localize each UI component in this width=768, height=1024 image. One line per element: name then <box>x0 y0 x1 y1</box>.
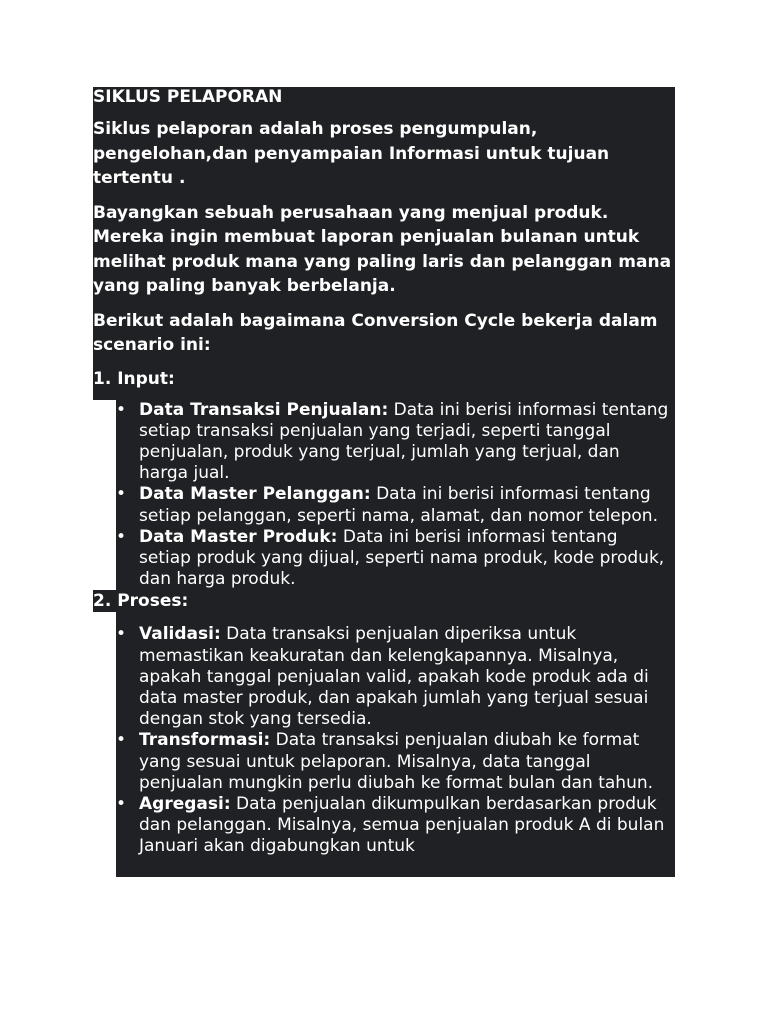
list-item-text: Data transaksi penjualan diubah ke format yang sesuai untuk pelaporan. Misalnya, data tanggal penjualan mungkin perlu diubah ke format bulan dan tahun. <box>139 730 654 793</box>
list-item-text: Data ini berisi informasi tentang setiap transaksi penjualan yang terjadi, seperti tanggal penjualan, produk yang terjual, jumlah yang terjual, dan harga jual. <box>139 399 669 484</box>
spacer <box>93 108 675 117</box>
section-heading-row <box>93 590 675 612</box>
list-item-text: Data ini berisi informasi tentang setiap pelanggan, seperti nama, alamat, dan nomor telepon. <box>139 484 658 526</box>
section-heading-proses: 2. Proses: <box>93 591 189 612</box>
list-item-label: Validasi: <box>139 624 221 645</box>
process-list <box>116 624 675 857</box>
list-item-label: Transformasi: <box>139 730 271 751</box>
list-item <box>116 730 675 794</box>
input-list-wrap <box>116 400 675 591</box>
bullet-icon: • <box>116 793 127 814</box>
spacer <box>93 299 675 309</box>
document-page <box>93 87 675 877</box>
spacer <box>93 358 675 368</box>
list-item-text: Data transaksi penjualan diperiksa untuk memastikan keakuratan dan kelengkapannya. Misalnya, apakah tanggal penjualan valid, apakah kode produk ada di data master produk, dan apakah jumlah yang terjual sesuai dengan stok yang tersedia. <box>139 624 649 730</box>
paragraph-definition: Siklus pelaporan adalah proses pengumpulan, pengelohan,dan penyampaian Informasi untuk tujuan tertentu . <box>93 117 675 191</box>
list-item <box>116 400 675 485</box>
section-heading-input: 1. Input: <box>93 368 675 390</box>
bullet-icon: • <box>116 730 127 751</box>
list-item <box>116 624 675 730</box>
list-item-label: Data Master Produk: <box>139 526 338 547</box>
process-list-wrap <box>116 624 675 877</box>
list-item-text: Data penjualan dikumpulkan berdasarkan produk dan pelanggan. Misalnya, semua penjualan produk A di bulan Januari akan digabungkan untuk <box>139 793 665 857</box>
spacer <box>188 590 675 612</box>
list-item-label: Data Transaksi Penjualan: <box>139 399 389 420</box>
spacer <box>116 612 675 624</box>
spacer <box>93 191 675 201</box>
paragraph-scenario: Bayangkan sebuah perusahaan yang menjual produk. Mereka ingin membuat laporan penjualan bulanan untuk melihat produk mana yang paling laris dan pelanggan mana yang paling banyak berbelanja. <box>93 201 675 299</box>
page-title: SIKLUS PELAPORAN <box>93 87 675 108</box>
list-item <box>116 794 675 858</box>
bullet-icon: • <box>116 526 127 547</box>
bullet-icon: • <box>116 624 127 645</box>
list-item-text: Data ini berisi informasi tentang setiap produk yang dijual, seperti nama produk, kode produk, dan harga produk. <box>139 526 665 590</box>
list-item <box>116 527 675 591</box>
bullet-icon: • <box>116 399 127 420</box>
spacer <box>93 390 675 400</box>
paragraph-intro: Berikut adalah bagaimana Conversion Cycle bekerja dalam scenario ini: <box>93 309 675 358</box>
bullet-icon: • <box>116 484 127 505</box>
list-item <box>116 484 675 526</box>
list-item-label: Data Master Pelanggan: <box>139 484 371 505</box>
list-item-label: Agregasi: <box>139 793 231 814</box>
input-list <box>116 400 675 591</box>
